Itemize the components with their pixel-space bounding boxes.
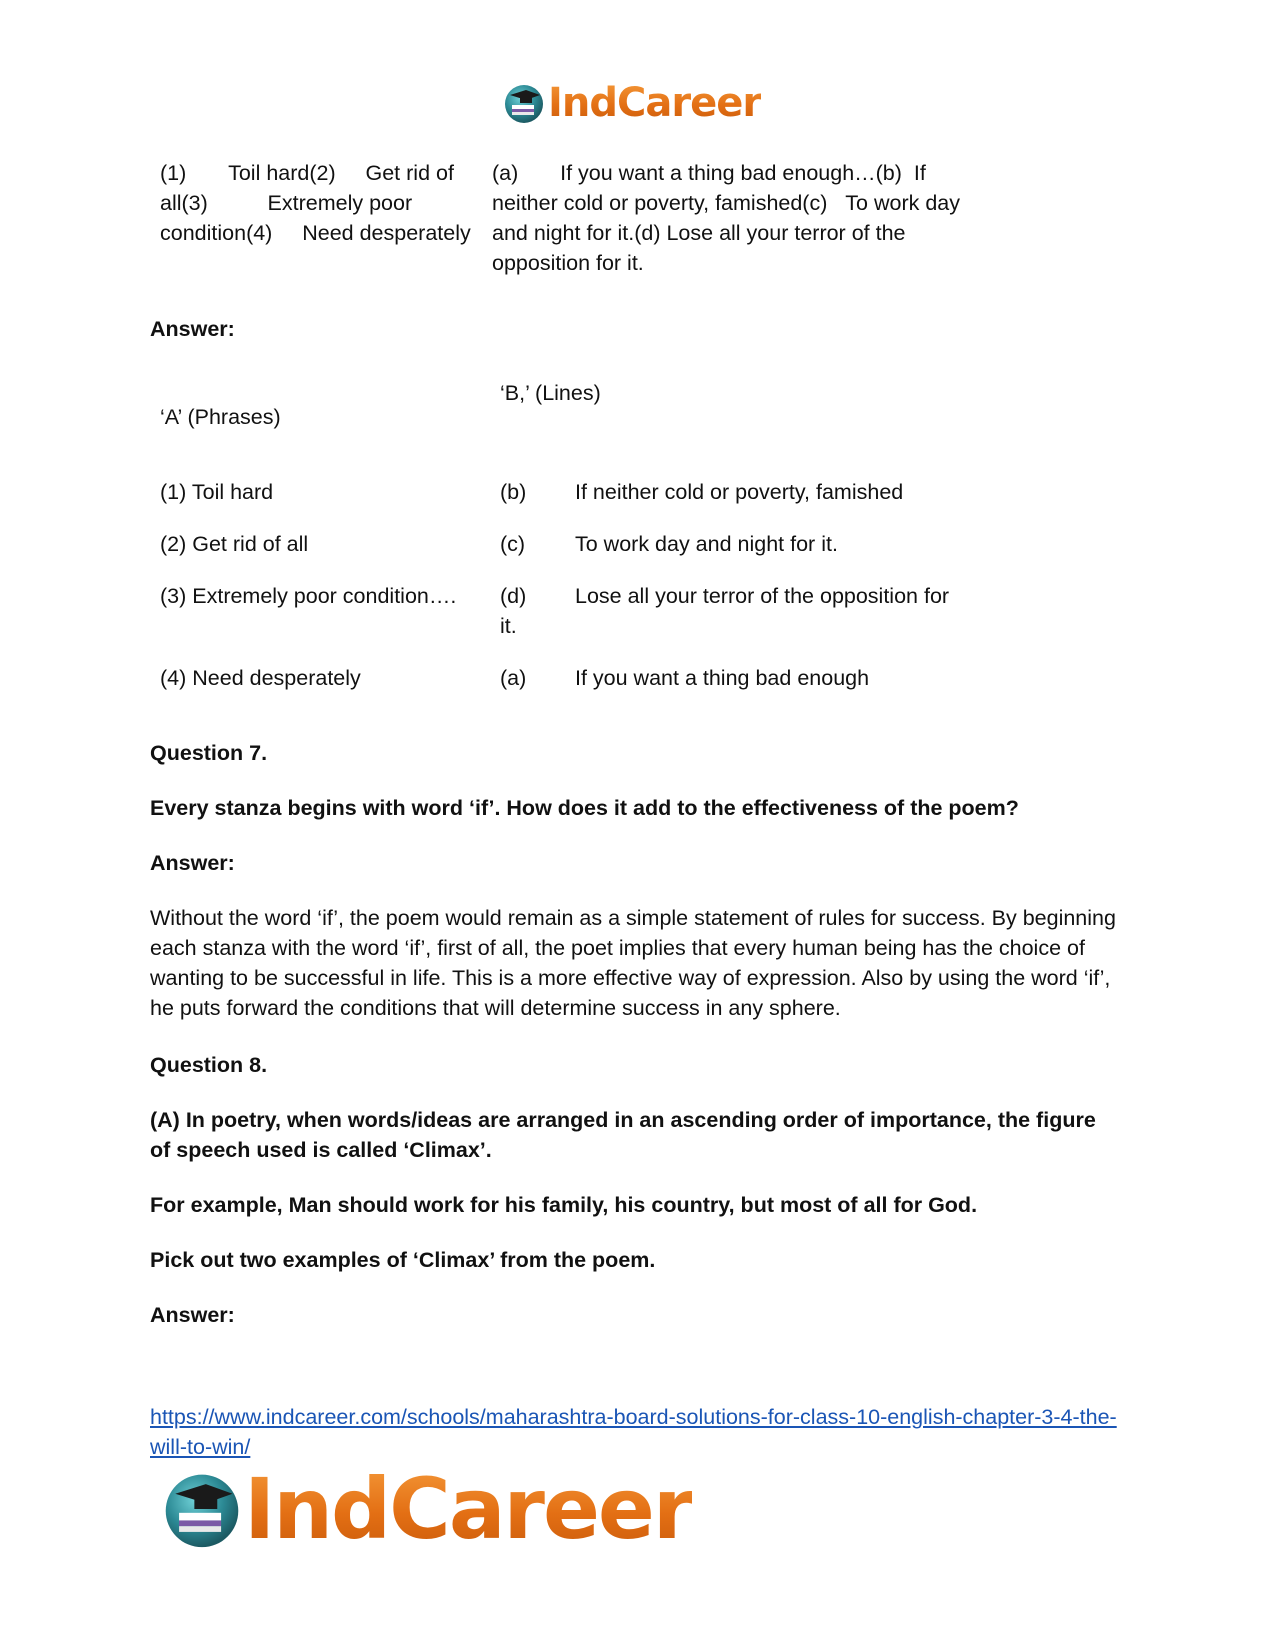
match-line-2: To work day and night for it. [575,532,838,556]
match-letter-2: (c) [500,532,526,556]
match-line-3: Lose all your terror of the opposition for [575,584,950,608]
globe-graduation-cap-icon [160,1467,244,1551]
footer-logo [160,1460,692,1558]
match-line-3-wrap: it. [500,614,517,638]
match-line-4: If you want a thing bad enough [575,666,870,690]
match-letter-4: (a) [500,666,527,690]
match-phrase-3: (3) Extremely poor condition…. [160,584,457,608]
match-phrase-4: (4) Need desperately [160,666,361,690]
match-header-b: ‘B,’ (Lines) [500,381,601,405]
question-7-text: Every stanza begins with word ‘if’. How does it add to the effectiveness of the poem? [150,796,1019,820]
brand-name-large: IndCareer [244,1460,693,1558]
top-table-left-cell: (1) Toil hard(2) Get rid of all(3) Extremely poor condition(4) Need desperately [160,161,471,245]
globe-graduation-cap-icon [502,81,546,125]
question-7-answer-label: Answer: [150,851,235,875]
question-8-instruction: Pick out two examples of ‘Climax’ from the poem. [150,1248,656,1272]
question-8-heading: Question 8. [150,1053,268,1077]
match-header-a: ‘A’ (Phrases) [160,405,281,429]
match-letter-3: (d) [500,584,527,608]
brand-name: IndCareer [548,80,762,126]
match-phrase-1: (1) Toil hard [160,480,274,504]
question-8-example: For example, Man should work for his family, his country, but most of all for God. [150,1193,978,1217]
source-link[interactable]: https://www.indcareer.com/schools/maharashtra-board-solutions-for-class-10-english-chapter-3-4-the-will-to-win/ [150,1405,1117,1459]
question-8-part-a: (A) In poetry, when words/ideas are arranged in an ascending order of importance, the figure of speech used is called ‘Climax’. [150,1108,1096,1162]
answer-label: Answer: [150,317,235,341]
top-table-right-cell: (a) If you want a thing bad enough…(b) If neither cold or poverty, famished(c) To work day and night for it.(d) Lose all your terror of the opposition for it. [492,161,961,275]
match-line-1: If neither cold or poverty, famished [575,480,904,504]
match-phrase-2: (2) Get rid of all [160,532,309,556]
question-8-answer-label: Answer: [150,1303,235,1327]
match-letter-1: (b) [500,480,527,504]
question-7-answer-text: Without the word ‘if’, the poem would remain as a simple statement of rules for success. By beginning each stanza with the word ‘if’, first of all, the poet implies that every human being has the choice of wanting to be successful in life. This is a more effective way of expression. Also by using the word ‘if’, he puts forward the conditions that will determine success in any sphere. [150,906,1116,1020]
header-logo [502,80,761,126]
question-7-heading: Question 7. [150,741,268,765]
